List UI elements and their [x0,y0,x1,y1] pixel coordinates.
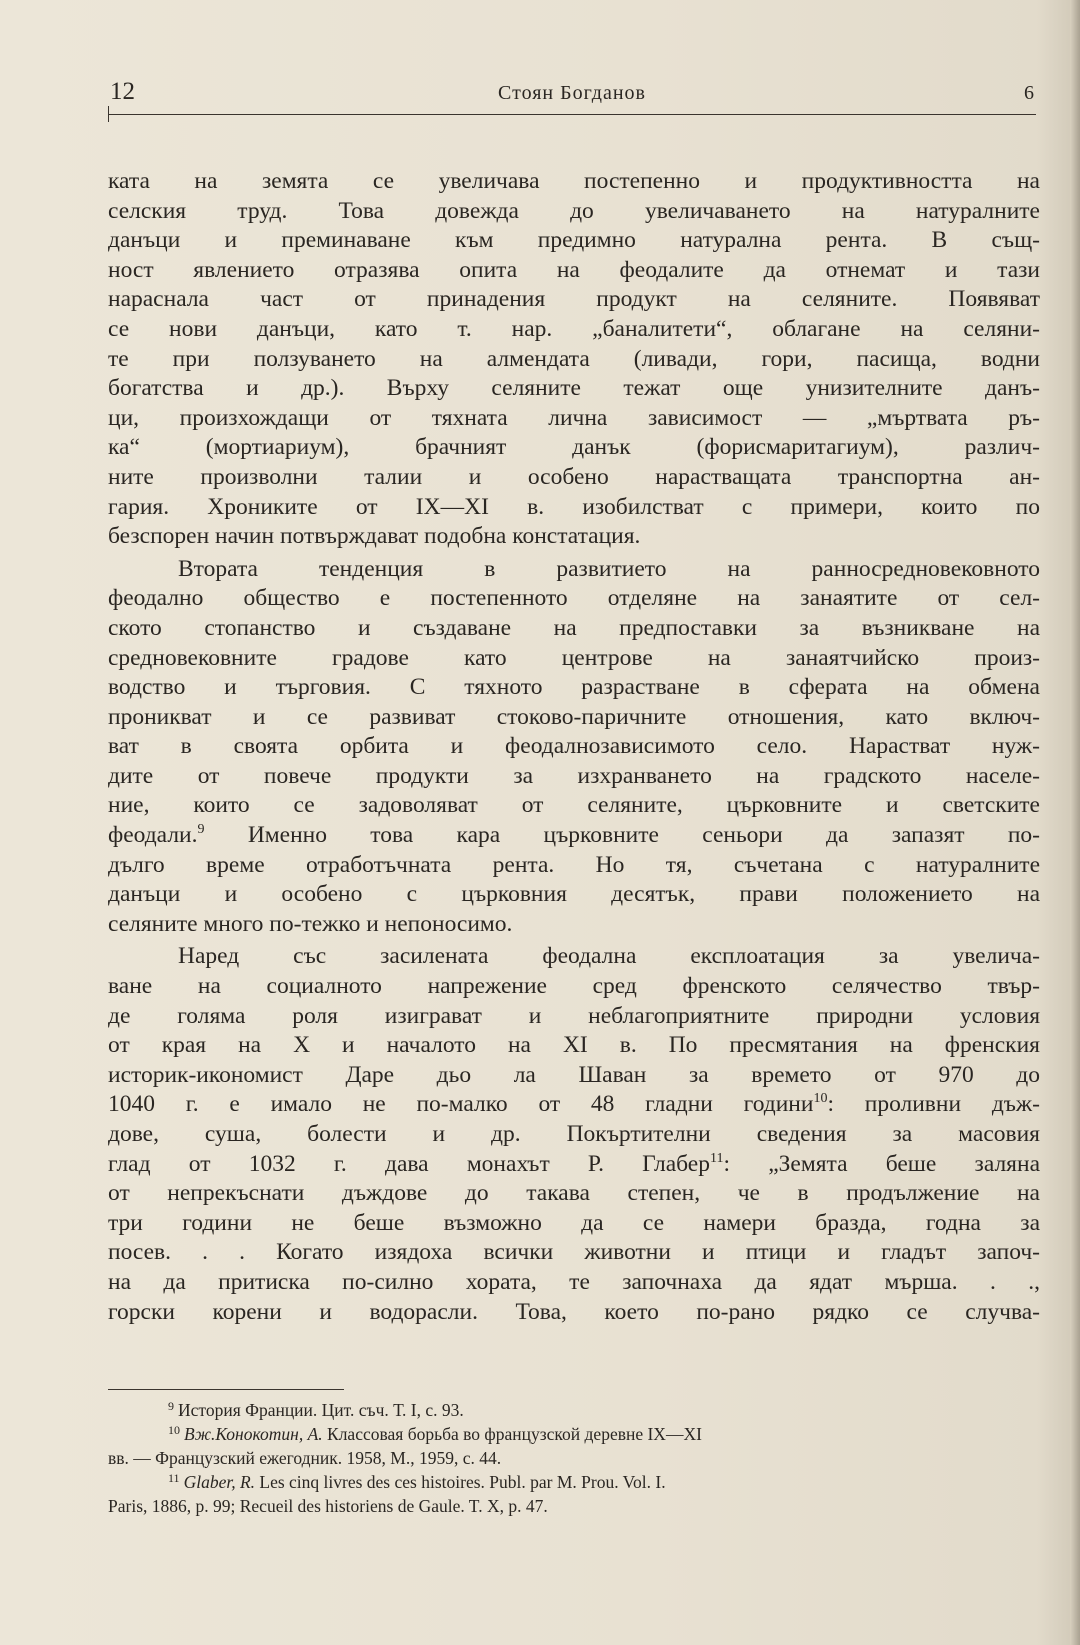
footnote-line: вв. — Французский ежегодник. 1958, М., 1959, с. 44. [108,1448,502,1468]
text-line: ци, произхождащи от тяхната лична зависимост — „мъртвата ръ- [108,404,1040,431]
footnote-ref-11[interactable]: 11 [709,1150,724,1166]
footnote-number: 11 [168,1471,180,1485]
text-line: данъци и особено с църковния десятък, прави положението на [108,881,1040,908]
text-line: три години не беше възможно да се намери бразда, годна за [108,1209,1040,1236]
footnote-line [108,1398,1040,1422]
text-line: данъци и преминаване към предимно натурална рента. В същ- [108,227,1040,254]
footnote-text: Les cinq livres des ces histoires. Publ. par M. Prou. Vol. I. [255,1472,666,1492]
text-line: Втората тенденция в развитието на ранносредновековното [178,555,1040,582]
main-text [108,167,1040,1327]
text-line: дълго време отработъчната рента. Но тя, съчетана с натуралните [108,851,1040,878]
text-line: нараснала част от принадения продукт на селяните. Появяват [108,286,1040,313]
text-line: дите от повече продукти за изхранването на градското населе- [108,762,1040,789]
page-number: 12 [110,78,135,105]
text-line: ката на земята се увеличава постепенно и продуктивността на [108,168,1040,194]
text-fragment: Именно това кара църковните сеньори да запазят по- [204,822,1040,849]
text-line: проникват и се развиват стоково-паричните отношения, като включ- [108,703,1040,730]
text-fragment: : „Земята беше заляна [723,1150,1040,1177]
text-line: се нови данъци, като т. нар. „баналитети“, облагане на селяни- [108,315,1040,342]
text-line: горски корени и водорасли. Това, което по-рано рядко се случва- [108,1298,1040,1325]
text-line-with-footnote [108,1090,1040,1120]
text-line: историк-икономист Даре дьо ла Шаван за времето от 970 до [108,1061,1040,1088]
footnote-author: Вж.Конокотин, А. [184,1424,323,1444]
text-line: от края на X и началото на XI в. По пресмятания на френския [108,1032,1040,1059]
footnote-line: Paris, 1886, p. 99; Recueil des historiens de Gaule. T. X, p. 47. [108,1496,548,1516]
footnote-text: Классовая борьба во французской деревне IX—XI [322,1424,702,1444]
footnote-number: 10 [168,1423,180,1437]
text-line: ност явлението отразява опита на феодалите да отнемат и тази [108,256,1040,283]
footnote-text: История Франции. Цит. съч. Т. I, с. 93. [178,1400,464,1420]
footnote-ref-10[interactable]: 10 [813,1091,828,1107]
text-fragment: 1040 г. е имало не по-малко от 48 гладни години [108,1091,814,1118]
text-fragment: феодали. [108,822,198,849]
header-rule [108,114,1036,115]
text-line: ните произволни талии и особено нарастващата транспортна ан- [108,463,1040,490]
footnote-author: Glaber, R. [183,1472,256,1492]
paragraph-2 [108,555,1040,940]
running-title: Стоян Богданов [498,82,646,104]
text-line: ското стопанство и създаване на предпоставки за възникване на [108,614,1040,641]
text-line: селския труд. Това довежда до увеличаването на натуралните [108,197,1040,224]
page-edge [1070,0,1080,1645]
text-line: средновековните градове като центрове на занаятчийско произ- [108,644,1040,671]
text-fragment: : проливни дъж- [827,1091,1040,1118]
text-line: де голяма роля изиграват и неблагоприятните природни условия [108,1002,1040,1029]
signature-mark: 6 [1024,82,1034,104]
text-line: Наред със засилената феодална експлоатация за увелича- [178,943,1040,970]
footnotes [108,1398,1040,1518]
footnote-10 [108,1422,1040,1470]
footnote-9 [108,1398,1040,1422]
page-header [108,74,1036,110]
footnote-line [108,1470,1040,1494]
footnote-line [108,1422,1040,1446]
text-line: ват в своята орбита и феодалнозависимото село. Нарастват нуж- [108,733,1040,760]
text-line: богатства и др.). Върху селяните тежат още унизителните данъ- [108,375,1040,402]
paragraph-1 [108,167,1040,552]
footnote-ref-9[interactable]: 9 [197,822,205,838]
text-line: феодално общество е постепенното отделяне на занаятите от сел- [108,585,1040,612]
text-line: ване на социалното напрежение сред френското селячество твър- [108,973,1040,1000]
text-line-with-footnote [108,1150,1040,1180]
text-line: безспорен начин потвърждават подобна констатация. [108,523,641,550]
paragraph-3 [108,942,1040,1327]
text-line: от непрекъснати дъждове до такава степен, че в продължение на [108,1180,1040,1207]
text-line: гария. Хрониките от IX—XI в. изобилстват с примери, които по [108,493,1040,520]
text-line: ка“ (мортиариум), брачният данък (форисмаритагиум), различ- [108,434,1040,461]
text-line: те при ползуването на алмендата (ливади, гори, пасища, водни [108,345,1040,372]
text-line: ние, които се задоволяват от селяните, църковните и светските [108,792,1040,819]
text-line: водство и търговия. С тяхното разрастване в сферата на обмена [108,674,1040,701]
footnote-separator [108,1389,344,1390]
footnote-11 [108,1470,1040,1518]
text-line-with-footnote [108,821,1040,851]
text-line: посев. . . Когато изядоха всички животни и птици и гладът започ- [108,1239,1040,1266]
text-line: на да притиска по-силно хората, те започнаха да ядат мърша. . ., [108,1268,1040,1295]
footnote-number: 9 [168,1399,174,1413]
text-line: дове, суша, болести и др. Покъртителни сведения за масовия [108,1121,1040,1147]
text-fragment: глад от 1032 г. дава монахът Р. Глабер [108,1150,710,1177]
text-line: селяните много по-тежко и непоносимо. [108,910,513,937]
